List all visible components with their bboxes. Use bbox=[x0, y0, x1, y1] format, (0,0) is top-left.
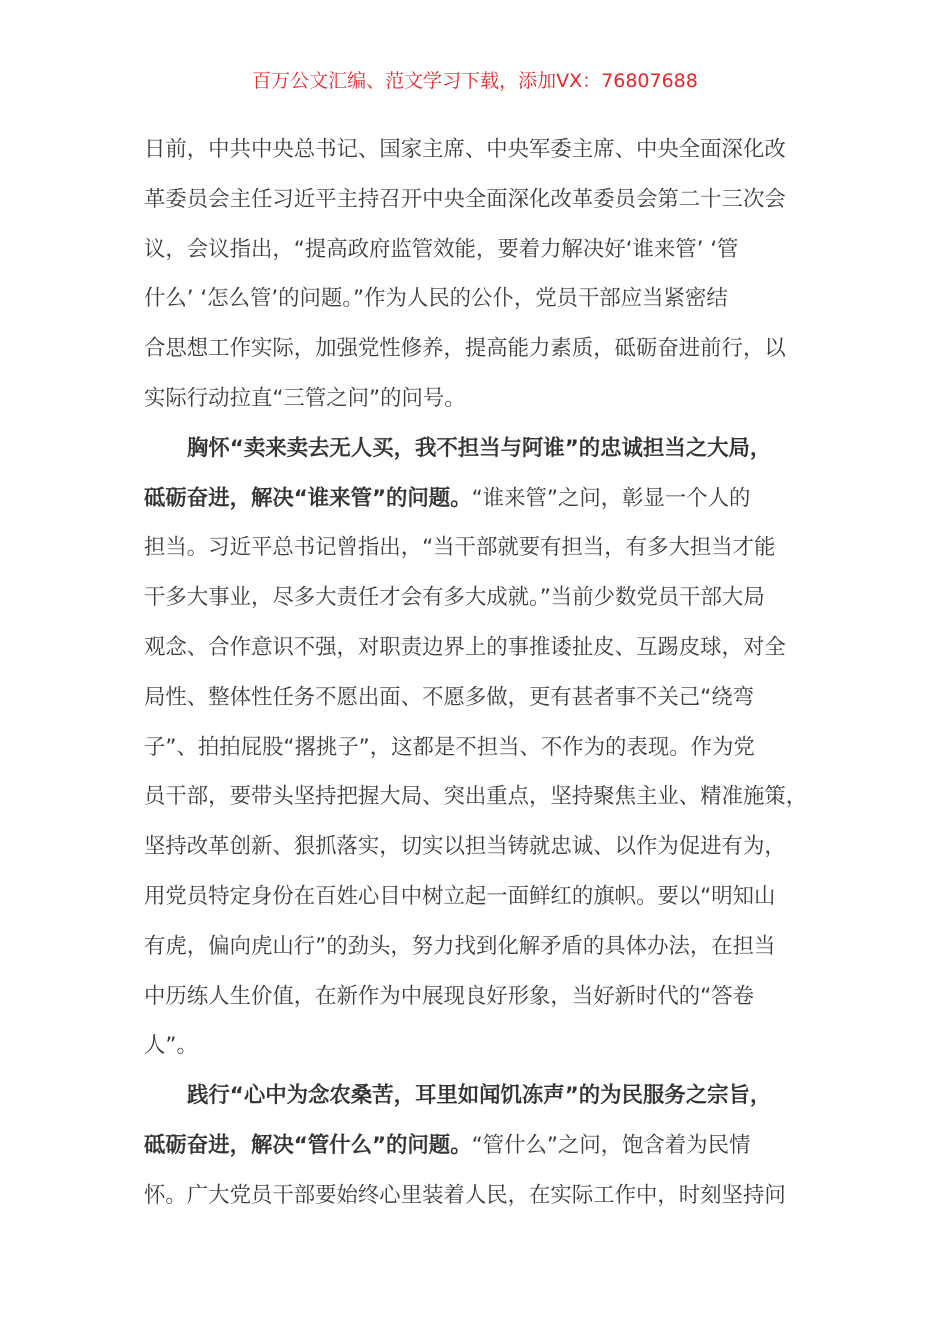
text-line bbox=[144, 424, 824, 474]
body-text: 合思想工作实际，加强党性修养，提高能力素质，砥砺奋进前行，以 bbox=[144, 336, 786, 362]
bold-heading-text: 砥砺奋进，解决“谁来管”的问题。 bbox=[144, 485, 472, 511]
text-line bbox=[144, 474, 824, 524]
body-text: 人”。 bbox=[144, 1033, 198, 1059]
text-line bbox=[144, 1171, 824, 1221]
watermark-header: 百万公文汇编、范文学习下载，添加VX：76807688 bbox=[252, 70, 698, 92]
text-line bbox=[144, 623, 824, 673]
body-text: “管什么”之问，饱含着为民情 bbox=[471, 1132, 751, 1158]
text-line bbox=[144, 125, 824, 175]
body-text: 干多大事业，尽多大责任才会有多大成就。”当前少数党员干部大局 bbox=[144, 585, 765, 611]
text-line bbox=[144, 772, 824, 822]
body-text: 坚持改革创新、狠抓落实，切实以担当铸就忠诚、以作为促进有为， bbox=[144, 834, 786, 860]
bold-heading-text: 胸怀“卖来卖去无人买，我不担当与阿谁”的忠诚担当之大局， bbox=[187, 435, 772, 461]
body-text: 中历练人生价值，在新作为中展现良好形象，当好新时代的“答卷 bbox=[144, 983, 755, 1009]
text-line bbox=[144, 972, 824, 1022]
text-line bbox=[144, 723, 824, 773]
body-text: 员干部，要带头坚持把握大局、突出重点，坚持聚焦主业、精准施策， bbox=[144, 784, 808, 810]
body-text: 实际行动拉直“三管之问”的问号。 bbox=[144, 385, 466, 411]
text-line bbox=[144, 175, 824, 225]
bold-heading-text: 践行“心中为念农桑苦，耳里如闻饥冻声”的为民服务之宗旨， bbox=[187, 1083, 772, 1109]
text-line bbox=[144, 1021, 824, 1071]
body-text: “谁来管”之问，彰显一个人的 bbox=[471, 485, 751, 511]
text-line bbox=[144, 673, 824, 723]
text-line bbox=[144, 225, 824, 275]
body-text: 观念、合作意识不强，对职责边界上的事推诿扯皮、互踢皮球，对全 bbox=[144, 634, 786, 660]
text-line bbox=[144, 573, 824, 623]
text-line bbox=[144, 374, 824, 424]
body-text: 日前，中共中央总书记、国家主席、中央军委主席、中央全面深化改 bbox=[144, 137, 786, 162]
text-line bbox=[144, 324, 824, 374]
text-line bbox=[144, 274, 824, 324]
body-text: 有虎，偏向虎山行”的劲头，努力找到化解矛盾的具体办法，在担当 bbox=[144, 933, 776, 959]
bold-heading-text: 砥砺奋进，解决“管什么”的问题。 bbox=[144, 1132, 472, 1158]
body-text: 什么’ ‘怎么管’的问题。”作为人民的公仆，党员干部应当紧密结 bbox=[144, 286, 728, 312]
text-line bbox=[144, 922, 824, 972]
body-text: 子”、拍拍屁股“撂挑子”，这都是不担当、不作为的表现。作为党 bbox=[144, 734, 755, 760]
document-body bbox=[144, 125, 824, 1221]
body-text: 议，会议指出，“提高政府监管效能，要着力解决好‘谁来管’ ‘管 bbox=[144, 236, 739, 262]
text-line bbox=[144, 523, 824, 573]
text-line bbox=[144, 1121, 824, 1171]
body-text: 局性、整体性任务不愿出面、不愿多做，更有甚者事不关己“绕弯 bbox=[144, 684, 755, 710]
text-line bbox=[144, 872, 824, 922]
text-line bbox=[144, 822, 824, 872]
body-text: 革委员会主任习近平主持召开中央全面深化改革委员会第二十三次会 bbox=[144, 186, 786, 212]
body-text: 担当。习近平总书记曾指出，“当干部就要有担当，有多大担当才能 bbox=[144, 535, 776, 561]
body-text: 怀。广大党员干部要始终心里装着人民，在实际工作中，时刻坚持问 bbox=[144, 1182, 786, 1208]
body-text: 用党员特定身份在百姓心目中树立起一面鲜红的旗帜。要以“明知山 bbox=[144, 883, 776, 909]
text-line bbox=[144, 1071, 824, 1121]
